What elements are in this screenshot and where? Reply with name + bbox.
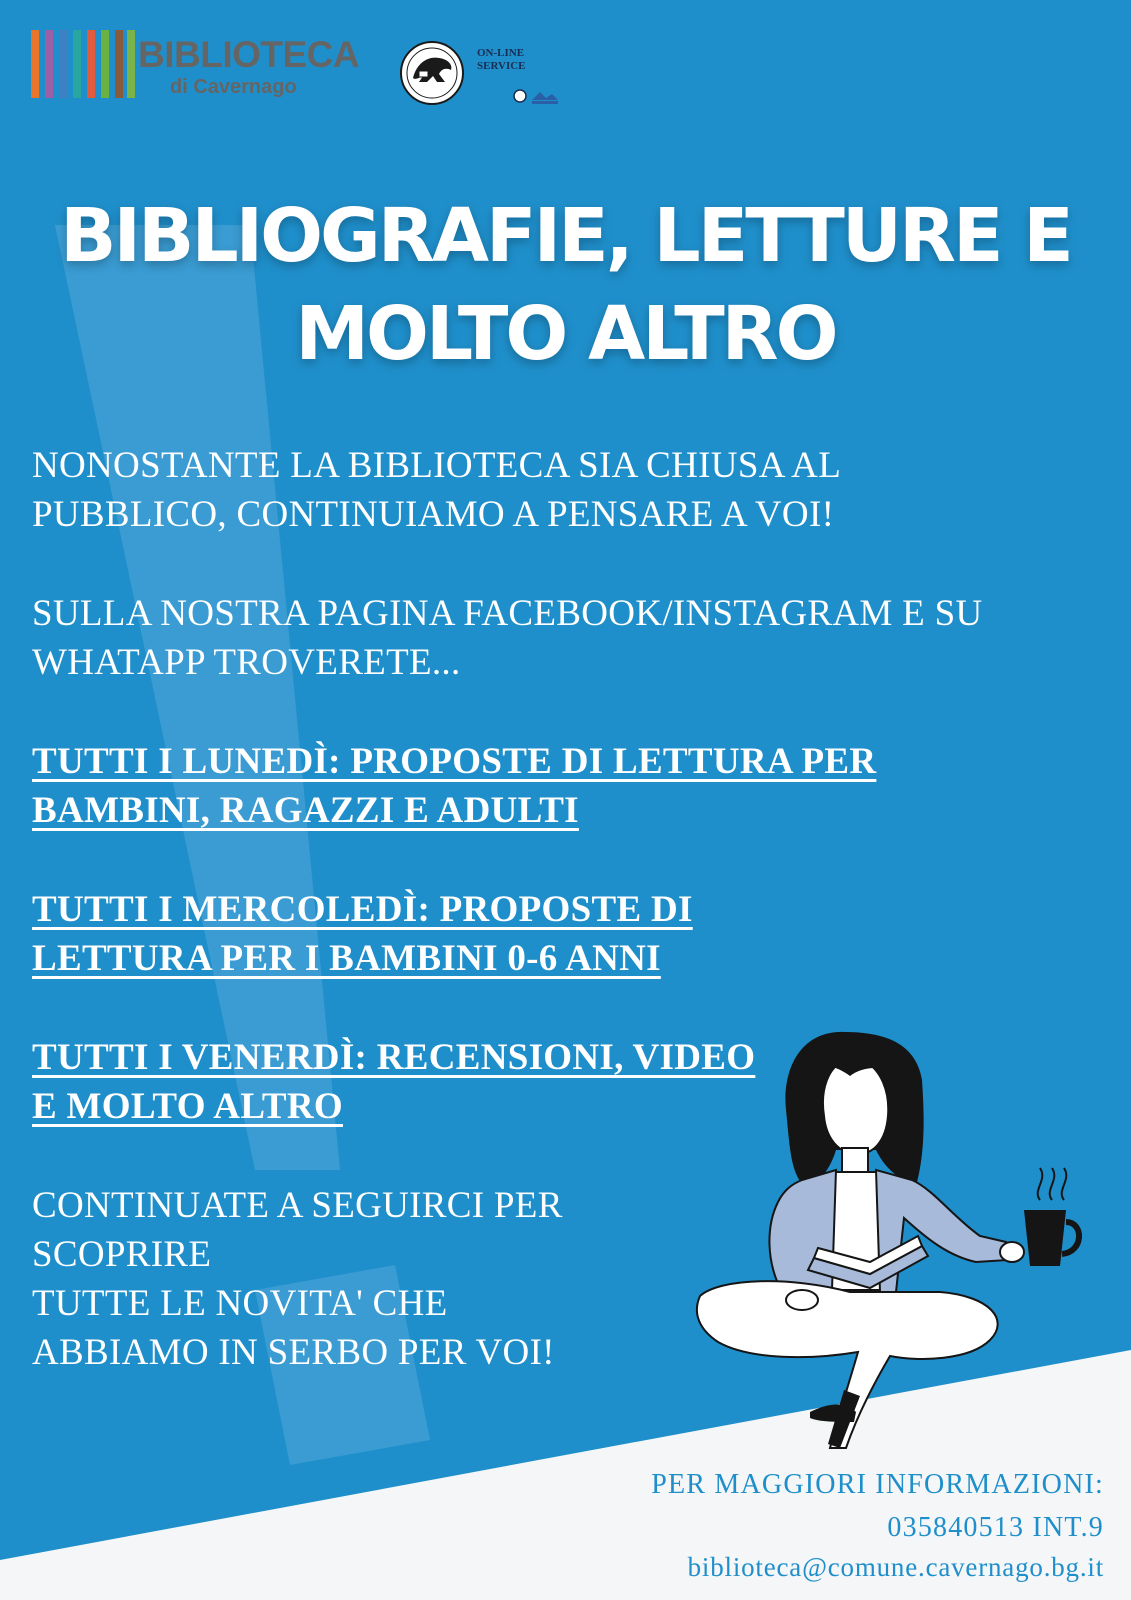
closing-line-2: SCOPRIRE xyxy=(32,1234,212,1275)
contact-email: biblioteca@comune.cavernago.bg.it xyxy=(687,1552,1104,1582)
channels-paragraph xyxy=(32,589,983,687)
closing-line-3: TUTTE LE NOVITA' CHE xyxy=(32,1283,448,1324)
closing-line-4: ABBIAMO IN SERBO PER VOI! xyxy=(32,1332,555,1373)
schedule-line: TUTTI I MERCOLEDÌ: PROPOSTE DI xyxy=(32,889,693,930)
woman-reading-illustration xyxy=(690,1030,1110,1470)
schedule-line: TUTTI I LUNEDÌ: PROPOSTE DI LETTURA PER xyxy=(32,741,877,782)
closing-paragraph xyxy=(32,1181,563,1377)
partner-logos-icon xyxy=(512,86,562,106)
service-logo-line2: SERVICE xyxy=(477,60,526,72)
channels-line-2: WHATAPP TROVERETE... xyxy=(32,642,461,683)
lion-seal-icon xyxy=(399,40,465,106)
schedule-monday xyxy=(32,737,876,835)
schedule-line: BAMBINI, RAGAZZI E ADULTI xyxy=(32,790,579,831)
library-logo-bars-icon xyxy=(31,30,135,98)
service-logo-line1: ON-LINE xyxy=(477,47,525,59)
schedule-wednesday xyxy=(32,885,693,983)
intro-line-1: NONOSTANTE LA BIBLIOTECA SIA CHIUSA AL xyxy=(32,445,842,486)
contact-label: PER MAGGIORI INFORMAZIONI: xyxy=(651,1469,1104,1500)
schedule-line: E MOLTO ALTRO xyxy=(32,1086,343,1127)
title-line-1: BIBLIOGRAFIE, LETTURE E xyxy=(60,193,1071,279)
schedule-line: LETTURA PER I BAMBINI 0-6 ANNI xyxy=(32,938,661,979)
channels-line-1: SULLA NOSTRA PAGINA FACEBOOK/INSTAGRAM E SU xyxy=(32,593,983,634)
library-name: BIBLIOTECA xyxy=(138,34,360,75)
closing-line-1: CONTINUATE A SEGUIRCI PER xyxy=(32,1185,563,1226)
schedule-line: TUTTI I VENERDÌ: RECENSIONI, VIDEO xyxy=(32,1037,756,1078)
page-title xyxy=(0,187,1131,383)
intro-paragraph xyxy=(32,441,841,539)
schedule-friday xyxy=(32,1033,755,1131)
contact-phone: 035840513 INT.9 xyxy=(887,1512,1104,1543)
title-line-2: MOLTO ALTRO xyxy=(295,291,836,377)
service-logo-text xyxy=(477,47,526,73)
library-subtitle: di Cavernago xyxy=(170,76,297,98)
intro-line-2: PUBBLICO, CONTINUIAMO A PENSARE A VOI! xyxy=(32,494,835,535)
